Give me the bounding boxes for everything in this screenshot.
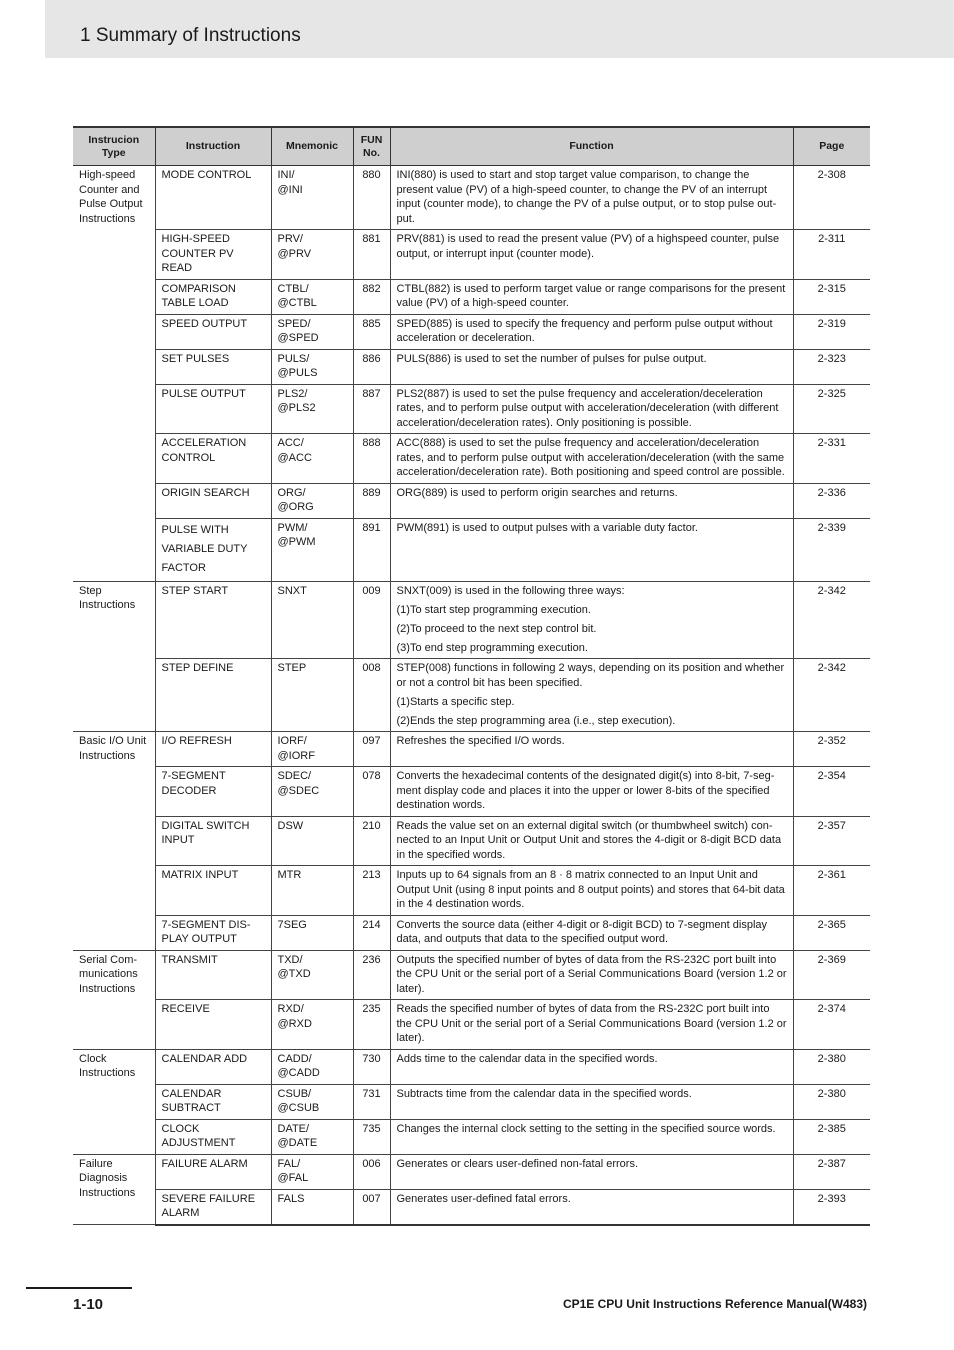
fun-number-cell: 888 xyxy=(353,434,390,484)
fun-number-cell: 887 xyxy=(353,384,390,434)
col-header-page: Page xyxy=(793,127,870,166)
instruction-name-cell: FAILURE ALARM xyxy=(155,1154,271,1189)
col-header-instruction: Instruction xyxy=(155,127,271,166)
instruction-name-cell: SET PULSES xyxy=(155,349,271,384)
page-reference-cell: 2-308 xyxy=(793,166,870,230)
table-row xyxy=(73,518,870,581)
mnemonic-cell: ORG/ @ORG xyxy=(271,483,353,518)
page-reference-cell: 2-311 xyxy=(793,230,870,280)
mnemonic-cell: FALS xyxy=(271,1189,353,1225)
function-description-cell xyxy=(390,349,793,384)
mnemonic-cell: PWM/ @PWM xyxy=(271,518,353,581)
mnemonic-cell: SNXT xyxy=(271,581,353,659)
instruction-name-cell: MATRIX INPUT xyxy=(155,866,271,916)
instruction-type-cell: Basic I/O Unit Instructions xyxy=(73,732,155,951)
fun-number-cell: 730 xyxy=(353,1049,390,1084)
function-text: (2)To proceed to the next step control bit. xyxy=(396,622,597,635)
table-row xyxy=(73,230,870,280)
col-header-mnemonic: Mnemonic xyxy=(271,127,353,166)
table-row xyxy=(73,915,870,950)
page-reference-cell: 2-331 xyxy=(793,434,870,484)
instruction-name-cell: MODE CONTROL xyxy=(155,166,271,230)
function-text: PRV(881) is used to read the present value (PV) of a highspeed counter, pulse output, or interrupt input (counter mode). xyxy=(396,233,780,260)
function-text: (1)Starts a specific step. xyxy=(396,695,515,708)
function-text: Inputs up to 64 signals from an 8 · 8 matrix connected to an Input Unit and Output Unit (using 8 input points and 8 output points) and stores that 64-bit data in the 4 destination words. xyxy=(396,869,785,910)
page-reference-cell: 2-365 xyxy=(793,915,870,950)
table-row xyxy=(73,483,870,518)
page-reference-cell: 2-393 xyxy=(793,1189,870,1225)
function-text: (2)Ends the step programming area (i.e., step execution). xyxy=(396,714,676,727)
mnemonic-cell: TXD/ @TXD xyxy=(271,950,353,1000)
instruction-name-cell: CALENDAR SUBTRACT xyxy=(155,1084,271,1119)
page-reference-cell: 2-357 xyxy=(793,816,870,866)
table-row xyxy=(73,1084,870,1119)
fun-number-cell: 007 xyxy=(353,1189,390,1225)
function-text: PULS(886) is used to set the number of pulses for pulse output. xyxy=(396,352,707,365)
page-reference-cell: 2-339 xyxy=(793,518,870,581)
function-description-cell xyxy=(390,230,793,280)
fun-number-cell: 008 xyxy=(353,659,390,732)
fun-number-cell: 097 xyxy=(353,732,390,767)
function-description-cell xyxy=(390,1084,793,1119)
mnemonic-cell: PLS2/ @PLS2 xyxy=(271,384,353,434)
instruction-name-cell: ORIGIN SEARCH xyxy=(155,483,271,518)
function-text: Changes the internal clock setting to the setting in the specified source words. xyxy=(396,1122,776,1135)
page-reference-cell: 2-352 xyxy=(793,732,870,767)
function-description-cell xyxy=(390,1154,793,1189)
instruction-type-cell: Clock Instructions xyxy=(73,1049,155,1154)
instruction-name-cell: 7-SEGMENT DECODER xyxy=(155,767,271,817)
instruction-name-cell: SEVERE FAILURE ALARM xyxy=(155,1189,271,1225)
function-text: INI(880) is used to start and stop target value comparison, to change the present value (PV) of a high-speed counter, to change the PV of an interrupt input (counter mode), to change the PV of a pulse output, or to stop pulse out-put. xyxy=(396,169,777,225)
fun-number-cell: 210 xyxy=(353,816,390,866)
mnemonic-cell: RXD/ @RXD xyxy=(271,1000,353,1050)
table-row xyxy=(73,279,870,314)
function-text: Subtracts time from the calendar data in the specified words. xyxy=(396,1087,692,1100)
footer-rule xyxy=(26,1287,132,1289)
function-text: ORG(889) is used to perform origin searches and returns. xyxy=(396,486,678,499)
mnemonic-cell: CTBL/ @CTBL xyxy=(271,279,353,314)
instruction-name-line: VARIABLE DUTY xyxy=(161,542,248,555)
instruction-name-cell: TRANSMIT xyxy=(155,950,271,1000)
instruction-name-cell: I/O REFRESH xyxy=(155,732,271,767)
table-row xyxy=(73,732,870,767)
mnemonic-cell: PRV/ @PRV xyxy=(271,230,353,280)
function-text: CTBL(882) is used to perform target value or range comparisons for the present value (PV) of a high-speed counter. xyxy=(396,282,786,309)
fun-number-cell: 889 xyxy=(353,483,390,518)
function-description-cell xyxy=(390,518,793,581)
table-row xyxy=(73,1189,870,1225)
fun-number-cell: 235 xyxy=(353,1000,390,1050)
function-text: Reads the value set on an external digital switch (or thumbwheel switch) con-nected to an Input Unit or Output Unit and stores the 4-digit or 8-digit BCD data in the specified words. xyxy=(396,819,782,861)
section-title: 1 Summary of Instructions xyxy=(80,25,301,46)
page-reference-cell: 2-387 xyxy=(793,1154,870,1189)
instruction-name-cell: HIGH-SPEED COUNTER PV READ xyxy=(155,230,271,280)
mnemonic-cell: DSW xyxy=(271,816,353,866)
table-row xyxy=(73,1000,870,1050)
mnemonic-cell: PULS/ @PULS xyxy=(271,349,353,384)
function-text: PWM(891) is used to output pulses with a variable duty factor. xyxy=(396,521,698,534)
function-description-cell xyxy=(390,915,793,950)
table-row xyxy=(73,314,870,349)
function-description-cell xyxy=(390,581,793,659)
page-reference-cell: 2-369 xyxy=(793,950,870,1000)
function-text: Generates or clears user-defined non-fatal errors. xyxy=(396,1157,639,1170)
table-row xyxy=(73,1154,870,1189)
function-description-cell xyxy=(390,866,793,916)
table-row xyxy=(73,950,870,1000)
page-reference-cell: 2-323 xyxy=(793,349,870,384)
instruction-name-line: FACTOR xyxy=(161,561,206,574)
col-header-fun-no: FUN No. xyxy=(353,127,390,166)
mnemonic-cell: IORF/ @IORF xyxy=(271,732,353,767)
page-reference-cell: 2-385 xyxy=(793,1119,870,1154)
function-text: Adds time to the calendar data in the specified words. xyxy=(396,1052,658,1065)
function-description-cell xyxy=(390,166,793,230)
instruction-type-cell: Step Instructions xyxy=(73,581,155,732)
mnemonic-cell: CADD/ @CADD xyxy=(271,1049,353,1084)
instruction-name-cell: STEP DEFINE xyxy=(155,659,271,732)
page-reference-cell: 2-380 xyxy=(793,1049,870,1084)
table-row xyxy=(73,866,870,916)
function-description-cell xyxy=(390,732,793,767)
page-reference-cell: 2-325 xyxy=(793,384,870,434)
function-text: Converts the hexadecimal contents of the designated digit(s) into 8-bit, 7-seg-ment display code and places it into the upper or lower 8-bits of the specified destination words. xyxy=(396,770,775,811)
fun-number-cell: 735 xyxy=(353,1119,390,1154)
table-row xyxy=(73,349,870,384)
page-reference-cell: 2-354 xyxy=(793,767,870,817)
function-text: PLS2(887) is used to set the pulse frequency and acceleration/deceleration rates, and to perform pulse output with acceleration/deceleration (with different acceleration/deceleration rates). Only positioning is possible. xyxy=(396,387,779,429)
table-row xyxy=(73,767,870,817)
instruction-type-cell: Failure Diagnosis Instructions xyxy=(73,1154,155,1225)
instruction-name-cell: SPEED OUTPUT xyxy=(155,314,271,349)
fun-number-cell: 214 xyxy=(353,915,390,950)
function-text: Reads the specified number of bytes of data from the RS-232C port built into the CPU Unit or the serial port of a Serial Communications Board (version 1.2 or later). xyxy=(396,1003,787,1044)
instruction-name-cell: STEP START xyxy=(155,581,271,659)
function-description-cell xyxy=(390,434,793,484)
table-row xyxy=(73,384,870,434)
mnemonic-cell: MTR xyxy=(271,866,353,916)
mnemonic-cell: CSUB/ @CSUB xyxy=(271,1084,353,1119)
function-text: Outputs the specified number of bytes of data from the RS-232C port built into the CPU Unit or the serial port of a Serial Communications Board (version 1.2 or later). xyxy=(396,953,787,995)
instruction-name-cell xyxy=(155,518,271,581)
page-reference-cell: 2-361 xyxy=(793,866,870,916)
function-text: (1)To start step programming execution. xyxy=(396,603,591,616)
table-row xyxy=(73,581,870,659)
instruction-name-cell: 7-SEGMENT DIS-PLAY OUTPUT xyxy=(155,915,271,950)
function-description-cell xyxy=(390,1049,793,1084)
page-reference-cell: 2-380 xyxy=(793,1084,870,1119)
function-description-cell xyxy=(390,1119,793,1154)
function-text: ACC(888) is used to set the pulse frequency and acceleration/deceleration rates, and to perform pulse output with acceleration/deceleration (with the same acceleration/deceleration rate). Both positioning and speed control are possible. xyxy=(396,437,785,478)
function-text: Converts the source data (either 4-digit or 8-digit BCD) to 7-segment display data, and outputs that data to the specified output word. xyxy=(396,918,768,945)
mnemonic-cell: ACC/ @ACC xyxy=(271,434,353,484)
mnemonic-cell: DATE/ @DATE xyxy=(271,1119,353,1154)
manual-title: CP1E CPU Unit Instructions Reference Manual(W483) xyxy=(562,1297,867,1311)
function-text: SNXT(009) is used in the following three ways: xyxy=(396,584,625,597)
instruction-type-cell: Serial Com-munications Instructions xyxy=(73,950,155,1049)
page-reference-cell: 2-315 xyxy=(793,279,870,314)
fun-number-cell: 078 xyxy=(353,767,390,817)
function-description-cell xyxy=(390,816,793,866)
mnemonic-cell: INI/ @INI xyxy=(271,166,353,230)
instruction-name-cell: CALENDAR ADD xyxy=(155,1049,271,1084)
fun-number-cell: 880 xyxy=(353,166,390,230)
mnemonic-cell: 7SEG xyxy=(271,915,353,950)
function-description-cell xyxy=(390,1000,793,1050)
mnemonic-cell: FAL/ @FAL xyxy=(271,1154,353,1189)
table-row xyxy=(73,659,870,732)
function-description-cell xyxy=(390,279,793,314)
instruction-name-cell: RECEIVE xyxy=(155,1000,271,1050)
table-row xyxy=(73,1049,870,1084)
function-description-cell xyxy=(390,314,793,349)
instruction-summary-table xyxy=(73,126,870,1226)
function-text: STEP(008) functions in following 2 ways, depending on its position and whether or not a control bit has been specified. xyxy=(396,662,785,689)
fun-number-cell: 006 xyxy=(353,1154,390,1189)
page-reference-cell: 2-336 xyxy=(793,483,870,518)
function-description-cell xyxy=(390,950,793,1000)
instruction-name-cell: CLOCK ADJUSTMENT xyxy=(155,1119,271,1154)
page-reference-cell: 2-374 xyxy=(793,1000,870,1050)
instruction-name-cell: ACCELERATION CONTROL xyxy=(155,434,271,484)
table-row xyxy=(73,816,870,866)
fun-number-cell: 236 xyxy=(353,950,390,1000)
fun-number-cell: 885 xyxy=(353,314,390,349)
function-description-cell xyxy=(390,384,793,434)
fun-number-cell: 731 xyxy=(353,1084,390,1119)
fun-number-cell: 881 xyxy=(353,230,390,280)
page-reference-cell: 2-319 xyxy=(793,314,870,349)
instruction-type-cell: High-speed Counter and Pulse Output Instructions xyxy=(73,166,155,582)
fun-number-cell: 882 xyxy=(353,279,390,314)
function-description-cell xyxy=(390,659,793,732)
fun-number-cell: 009 xyxy=(353,581,390,659)
mnemonic-cell: SDEC/ @SDEC xyxy=(271,767,353,817)
page-reference-cell: 2-342 xyxy=(793,659,870,732)
function-description-cell xyxy=(390,767,793,817)
function-text: SPED(885) is used to specify the frequency and perform pulse output without acceleration or deceleration. xyxy=(396,317,773,344)
instruction-table-container xyxy=(73,126,870,1226)
fun-number-cell: 213 xyxy=(353,866,390,916)
instruction-name-cell: PULSE OUTPUT xyxy=(155,384,271,434)
instruction-name-cell: DIGITAL SWITCH INPUT xyxy=(155,816,271,866)
instruction-name-line: PULSE WITH xyxy=(161,523,229,536)
table-row xyxy=(73,434,870,484)
page-reference-cell: 2-342 xyxy=(793,581,870,659)
table-row xyxy=(73,166,870,230)
fun-number-cell: 886 xyxy=(353,349,390,384)
function-text: (3)To end step programming execution. xyxy=(396,641,588,654)
function-description-cell xyxy=(390,1189,793,1225)
function-description-cell xyxy=(390,483,793,518)
instruction-name-cell: COMPARISON TABLE LOAD xyxy=(155,279,271,314)
function-text: Generates user-defined fatal errors. xyxy=(396,1192,571,1205)
mnemonic-cell: STEP xyxy=(271,659,353,732)
function-text: Refreshes the specified I/O words. xyxy=(396,735,565,747)
table-header-row xyxy=(73,127,870,166)
table-row xyxy=(73,1119,870,1154)
col-header-type: Instrucion Type xyxy=(73,127,155,166)
table-body xyxy=(73,166,870,1225)
col-header-function: Function xyxy=(390,127,793,166)
fun-number-cell: 891 xyxy=(353,518,390,581)
mnemonic-cell: SPED/ @SPED xyxy=(271,314,353,349)
page-number: 1-10 xyxy=(73,1296,104,1313)
